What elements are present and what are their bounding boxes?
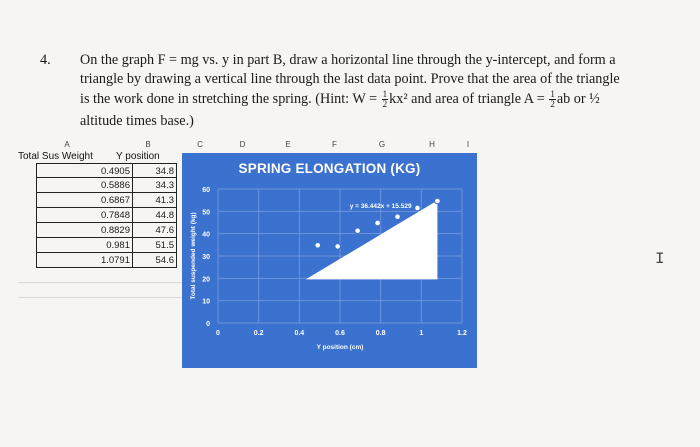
y-axis-label: Total suspended weight (kg) — [190, 212, 197, 300]
data-point — [375, 220, 381, 226]
cell-y-position[interactable]: 34.3 — [133, 178, 177, 193]
question-line-3-part-a: is the work done in stretching the spring. (Hint: W = — [80, 91, 378, 107]
x-tick-label: 1 — [419, 330, 424, 337]
text-cursor-icon: I — [655, 250, 665, 268]
chart-title: SPRING ELONGATION (KG) — [238, 161, 421, 176]
data-point — [355, 228, 361, 234]
header-y-position[interactable]: Y position — [116, 151, 160, 162]
question-line-3 — [80, 89, 600, 109]
x-axis-label: Y position (cm) — [316, 344, 364, 351]
data-point — [315, 242, 321, 248]
column-header-f[interactable]: F — [332, 140, 337, 149]
y-tick-label: 10 — [202, 298, 210, 306]
x-tick-label: 0 — [216, 330, 220, 337]
cell-total-weight[interactable]: 0.6867 — [36, 193, 133, 208]
y-tick-label: 30 — [202, 254, 210, 261]
y-tick-label: 40 — [202, 231, 210, 239]
column-header-c[interactable]: C — [197, 140, 203, 149]
cell-y-position[interactable]: 51.5 — [133, 238, 177, 253]
data-point — [415, 205, 421, 211]
cell-total-weight[interactable]: 0.5886 — [36, 178, 133, 193]
column-header-i[interactable]: I — [466, 140, 470, 149]
cell-total-weight[interactable]: 0.7848 — [36, 208, 133, 223]
column-header-a[interactable]: A — [64, 140, 70, 149]
column-header-d[interactable]: D — [239, 140, 246, 149]
column-header-e[interactable]: E — [285, 140, 291, 149]
spring-elongation-chart[interactable] — [182, 153, 477, 368]
y-tick-label: 50 — [202, 209, 210, 217]
cell-y-position[interactable]: 44.8 — [133, 208, 177, 223]
cell-total-weight[interactable]: 0.981 — [36, 238, 133, 253]
column-header-g[interactable]: G — [378, 140, 386, 149]
question-line-4: altitude times base.) — [80, 113, 194, 129]
question-line-3-part-b: kx² and area of triangle A = — [389, 91, 545, 107]
sheet-gridline — [18, 297, 182, 298]
data-point — [435, 198, 441, 204]
x-tick-label: 0.8 — [375, 330, 386, 337]
x-tick-label: 0.4 — [294, 330, 305, 337]
question-line-3-part-c: ab or ½ — [556, 91, 600, 107]
cell-total-weight[interactable]: 0.4905 — [36, 163, 133, 178]
fraction-half: $\frac{1}{2}$ — [382, 89, 388, 110]
data-point — [395, 214, 401, 220]
x-tick-label: 0.6 — [335, 330, 345, 337]
y-tick-label: 20 — [202, 276, 210, 284]
cell-y-position[interactable]: 34.8 — [133, 163, 177, 178]
chart-plot — [182, 153, 477, 368]
cell-total-weight[interactable]: 1.0791 — [36, 253, 133, 268]
data-point — [335, 244, 341, 250]
y-tick-label: 60 — [202, 187, 210, 194]
x-tick-label: 0.2 — [253, 330, 264, 337]
question-number: 4. — [40, 52, 51, 68]
fraction-half-2: $\frac{1}{2}$ — [550, 89, 555, 110]
cell-y-position[interactable]: 47.6 — [133, 223, 177, 238]
cell-y-position[interactable]: 54.6 — [133, 253, 177, 268]
trendline-equation-label: y = 36.442x + 15.529 — [349, 202, 412, 210]
x-tick-label: 1.2 — [457, 330, 467, 337]
work-triangle — [306, 200, 438, 279]
question-line-1: On the graph F = mg vs. y in part B, draw a horizontal line through the y-intercept, and form a — [80, 52, 616, 68]
column-header-b[interactable]: B — [145, 140, 151, 149]
sheet-gridline — [18, 282, 182, 283]
cell-total-weight[interactable]: 0.8829 — [36, 223, 133, 238]
column-header-h[interactable]: H — [429, 140, 435, 149]
y-tick-label: 0 — [206, 321, 210, 328]
cell-y-position[interactable]: 41.3 — [133, 193, 177, 208]
question-line-2: triangle by drawing a vertical line through the last data point. Prove that the area of the triangle — [80, 71, 620, 87]
header-total-weight[interactable]: Total Sus Weight — [18, 151, 93, 162]
